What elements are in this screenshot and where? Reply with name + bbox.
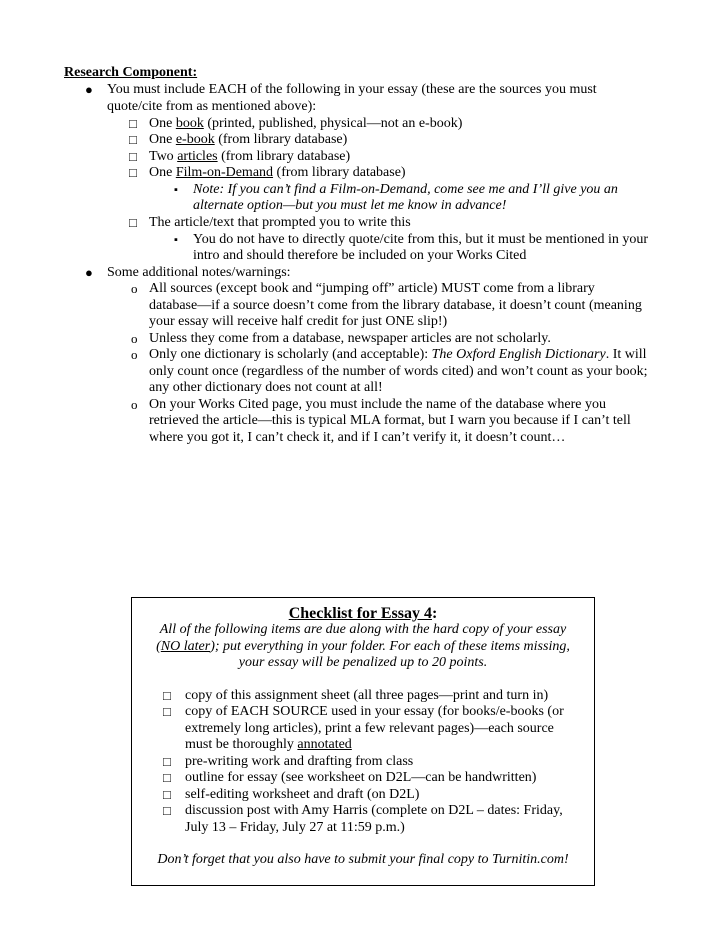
checkbox-icon: □	[129, 165, 137, 180]
checklist-item: copy of this assignment sheet (all three pages—print and turn in)	[185, 688, 549, 703]
film-note: alternate option—but you must let me know in advance!	[193, 198, 507, 213]
note-line: On your Works Cited page, you must include the name of the database where you	[149, 397, 606, 412]
checkbox-icon: □	[129, 132, 137, 147]
bullet-text: You must include EACH of the following in your essay (these are the sources you must	[107, 82, 597, 97]
checkbox-icon: □	[163, 688, 171, 703]
prompt-note: You do not have to directly quote/cite from this, but it must be mentioned in your	[193, 232, 649, 247]
film-note: Note: If you can’t find a Film-on-Demand, come see me and I’ll give you an	[193, 182, 618, 197]
note-line: where you got it, I can’t check it, and if I can’t verify it, it doesn’t count…	[149, 430, 566, 445]
source-item-prompt: The article/text that prompted you to write this	[149, 215, 411, 230]
checkbox-icon: □	[163, 787, 171, 802]
note-line: Unless they come from a database, newspaper articles are not scholarly.	[149, 331, 551, 346]
checkbox-icon: □	[129, 116, 137, 131]
source-item-ebook: One e-book (from library database)	[149, 132, 348, 147]
checkbox-icon: □	[163, 770, 171, 785]
checklist-intro: your essay will be penalized up to 20 points.	[238, 655, 488, 670]
checkbox-icon: □	[129, 149, 137, 164]
square-bullet-icon: ▪	[174, 184, 178, 196]
circle-bullet-icon: o	[131, 331, 138, 346]
checklist-item: must be thoroughly annotated	[185, 737, 352, 752]
bullet-text: quote/cite from as mentioned above):	[107, 99, 317, 114]
note-line: All sources (except book and “jumping off” article) MUST come from a library	[149, 281, 595, 296]
source-item-articles: Two articles (from library database)	[149, 149, 351, 164]
checklist-title: Checklist for Essay 4:	[288, 605, 438, 622]
checkbox-icon: □	[163, 754, 171, 769]
checklist-item: copy of EACH SOURCE used in your essay (for books/e-books (or	[185, 704, 564, 719]
prompt-note: intro and should therefore be included on your Works Cited	[193, 248, 527, 263]
circle-bullet-icon: o	[131, 397, 138, 412]
note-line: Only one dictionary is scholarly (and acceptable): The Oxford English Dictionary. It will	[149, 347, 647, 362]
checklist-intro: (NO later); put everything in your folder. For each of these items missing,	[156, 639, 570, 654]
checklist-item: pre-writing work and drafting from class	[185, 754, 414, 769]
checkbox-icon: □	[163, 704, 171, 719]
bullet-icon: ●	[85, 82, 93, 97]
checklist-item: extremely long articles), print a few relevant pages)—each source	[185, 721, 554, 736]
checkbox-icon: □	[129, 215, 137, 230]
bullet-icon: ●	[85, 265, 93, 280]
section-heading: Research Component:	[64, 65, 198, 80]
note-line: any other dictionary does not count at all!	[149, 380, 383, 395]
checklist-item: outline for essay (see worksheet on D2L—can be handwritten)	[185, 770, 537, 785]
square-bullet-icon: ▪	[174, 234, 178, 246]
checklist-item: self-editing worksheet and draft (on D2L)	[185, 787, 420, 802]
checklist-item: July 13 – Friday, July 27 at 11:59 p.m.)	[185, 820, 405, 835]
source-item-film: One Film-on-Demand (from library database)	[149, 165, 406, 180]
source-item-book: One book (printed, published, physical—not an e-book)	[149, 116, 463, 131]
checkbox-icon: □	[163, 803, 171, 818]
circle-bullet-icon: o	[131, 347, 138, 362]
checklist-footer: Don’t forget that you also have to submit your final copy to Turnitin.com!	[157, 852, 569, 867]
checklist-box	[131, 597, 595, 886]
checklist-intro: All of the following items are due along with the hard copy of your essay	[159, 622, 567, 637]
checklist-item: discussion post with Amy Harris (complete on D2L – dates: Friday,	[185, 803, 563, 818]
note-line: only count once (regardless of the number of words cited) and won’t count as your book;	[149, 364, 648, 379]
bullet-text: Some additional notes/warnings:	[107, 265, 291, 280]
circle-bullet-icon: o	[131, 281, 138, 296]
note-line: retrieved the article—this is typical MLA format, but I warn you because if I can’t tell	[149, 413, 631, 428]
note-line: database—if a source doesn’t come from the library database, it doesn’t count (meaning	[149, 298, 642, 313]
note-line: your essay will receive half credit for just ONE slip!)	[149, 314, 448, 329]
